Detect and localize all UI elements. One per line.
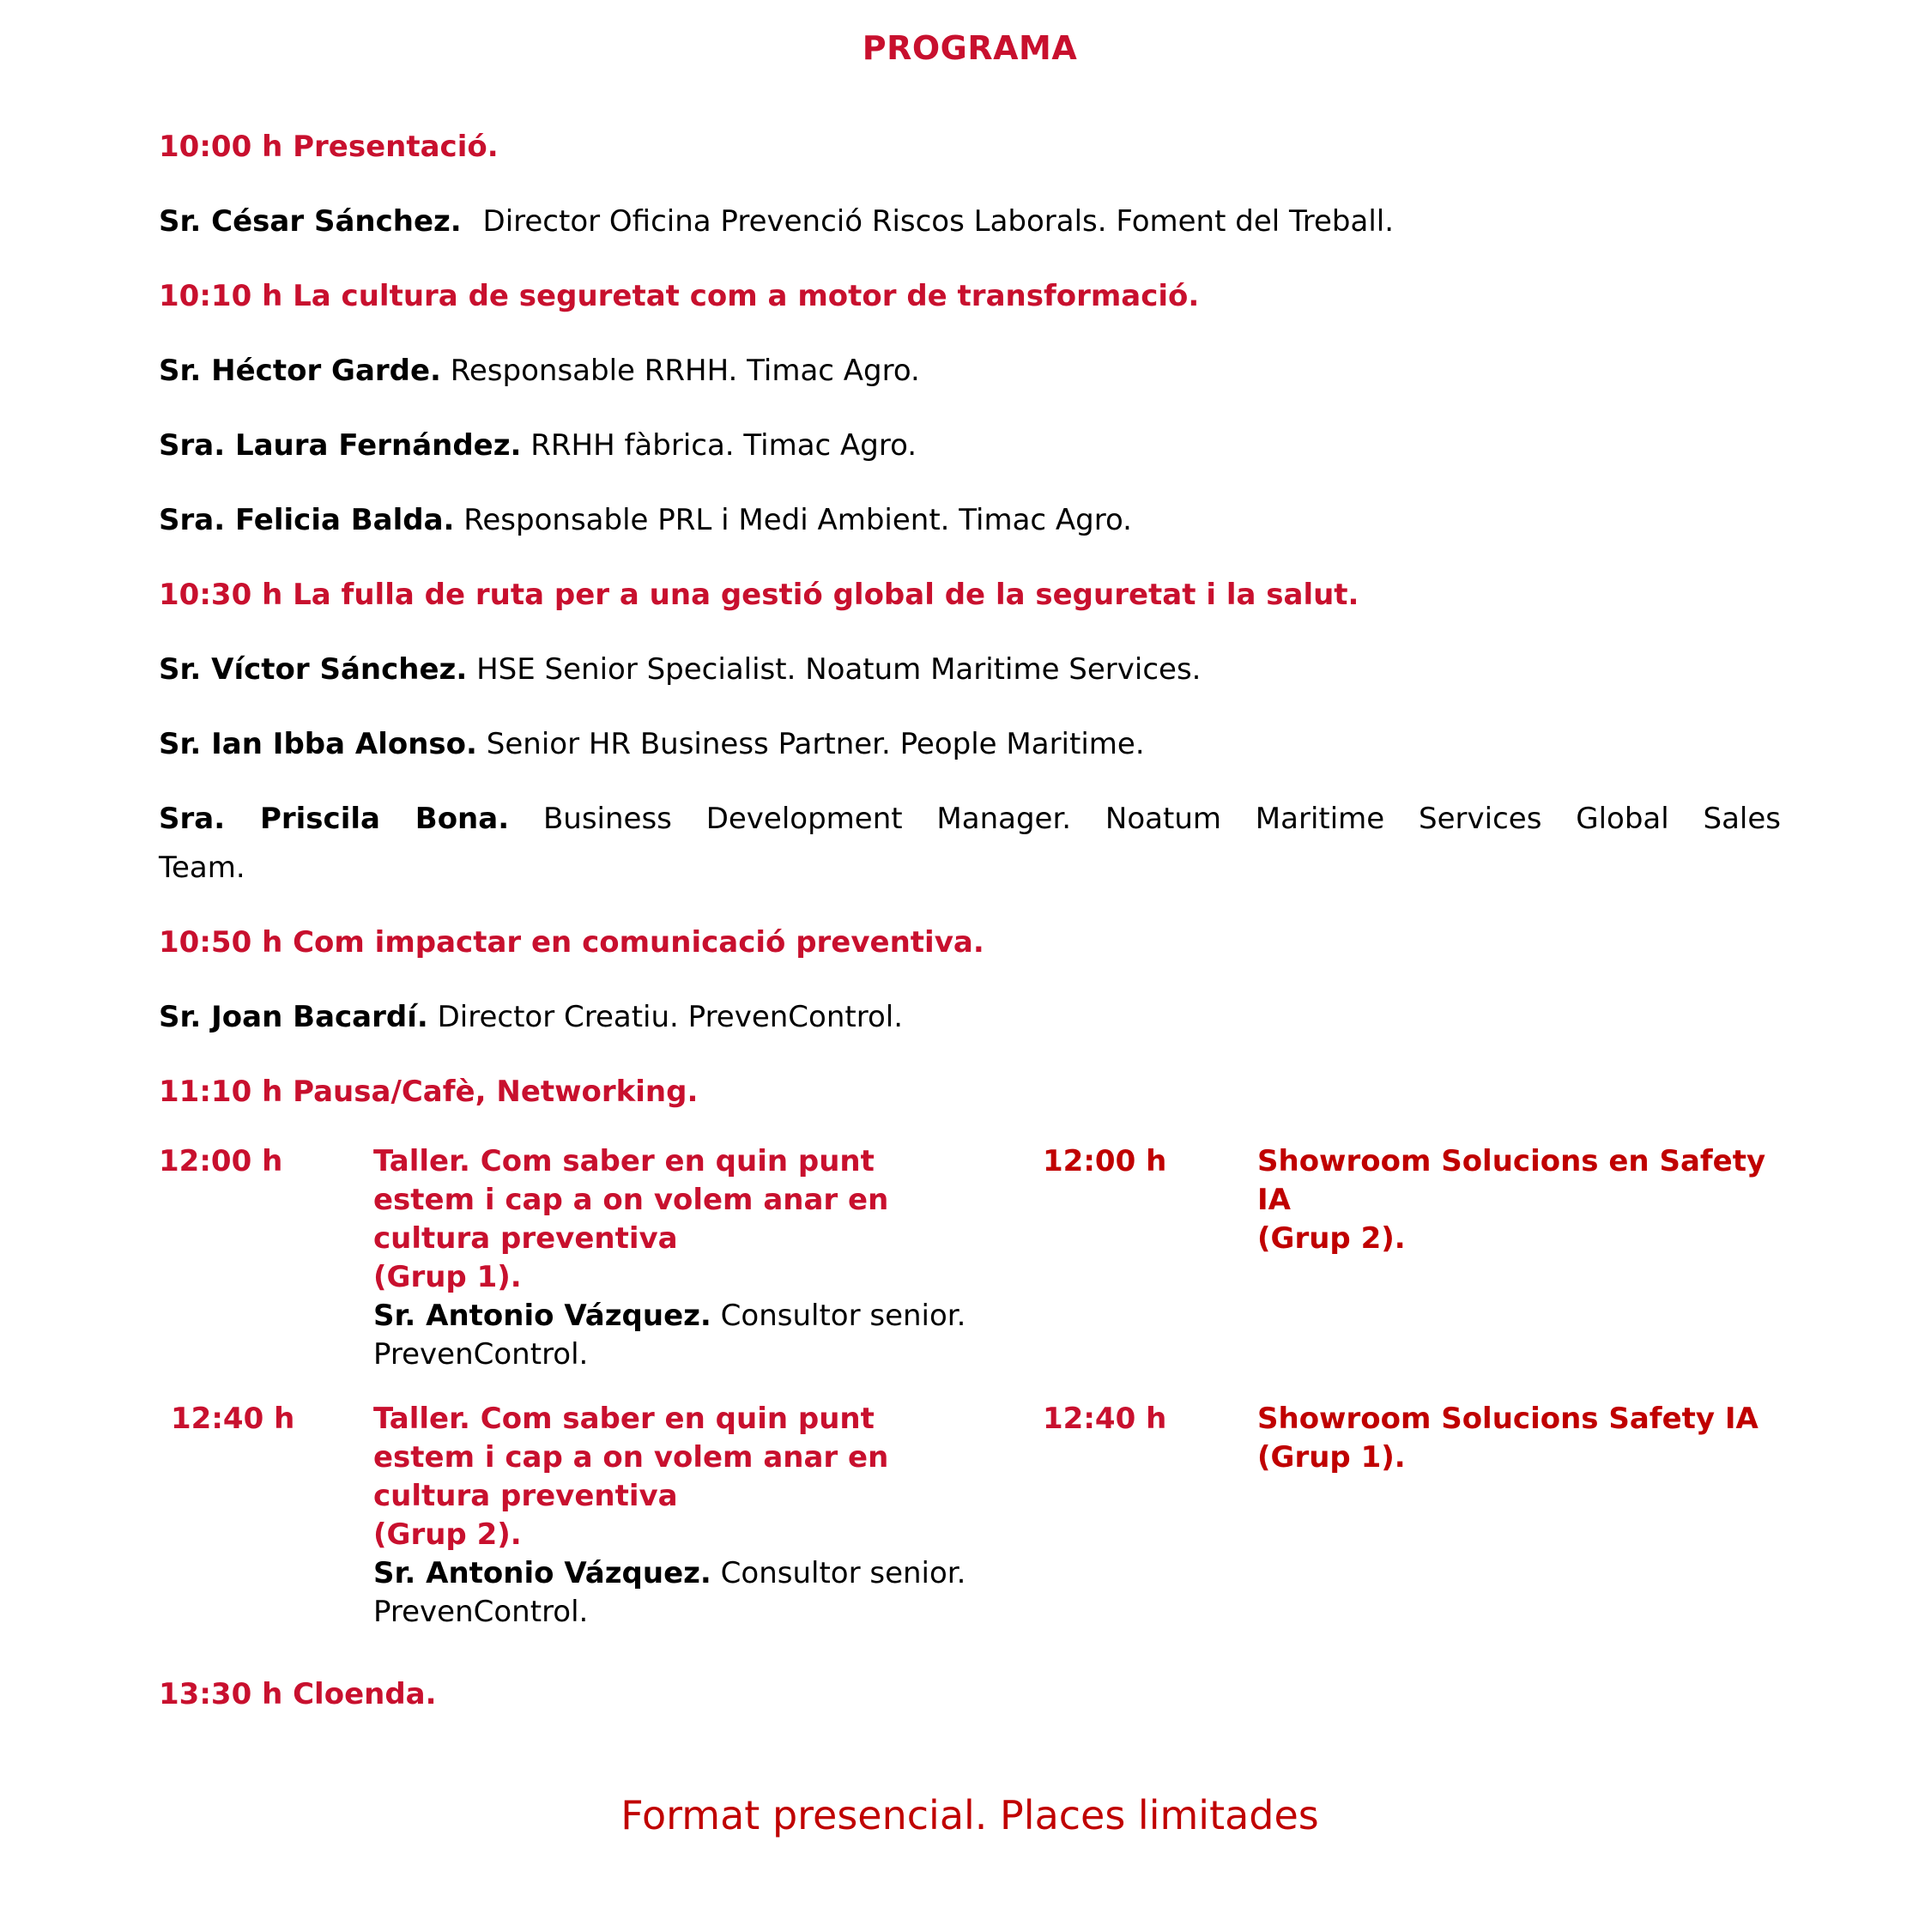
workshop-title-line: (Grup 1). xyxy=(373,1260,522,1294)
session-heading-1030: 10:30 h La fulla de ruta per a una gestió global de la seguretat i la salut. xyxy=(159,578,1359,612)
speaker-name: Sra. Laura Fernández. xyxy=(159,428,522,463)
closing-heading: 13:30 h Cloenda. xyxy=(159,1677,437,1711)
workshop-title-line: cultura preventiva xyxy=(373,1479,678,1513)
workshop-cell-right xyxy=(1257,1142,1781,1374)
speaker-name: Sr. Víctor Sánchez. xyxy=(159,652,468,687)
speaker-role: RRHH fàbrica. Timac Agro. xyxy=(530,428,917,463)
speaker-name: Sr. Joan Bacardí. xyxy=(159,1000,428,1034)
workshop-cell-left xyxy=(373,1400,970,1632)
speaker-name: Sra. Priscila Bona. xyxy=(159,802,510,836)
speaker-name: Sr. Ian Ibba Alonso. xyxy=(159,727,477,761)
speaker-name: Sr. César Sánchez. xyxy=(159,204,462,239)
workshop-title-line: Taller. Com saber en quin punt xyxy=(373,1402,875,1436)
speaker-line xyxy=(159,720,1781,769)
speaker-role: HSE Senior Specialist. Noatum Maritime Services. xyxy=(476,652,1202,687)
workshop-cell-right xyxy=(1257,1400,1781,1632)
workshop-title-line: Showroom Solucions en Safety xyxy=(1257,1144,1766,1178)
footer-note: Format presencial. Places limitades xyxy=(620,1792,1319,1838)
page-title: PROGRAMA xyxy=(862,29,1078,67)
speaker-line xyxy=(159,197,1781,246)
speaker-name: Sr. Héctor Garde. xyxy=(159,354,441,388)
workshop-title xyxy=(373,1400,970,1554)
workshop-title-line: IA xyxy=(1257,1183,1291,1217)
time-label-left: 12:40 h xyxy=(171,1402,295,1436)
grid-spacer xyxy=(970,1142,1043,1374)
workshop-cell-left xyxy=(373,1142,970,1374)
speaker-role: Responsable RRHH. Timac Agro. xyxy=(450,354,920,388)
speaker-role: Consultor senior. PrevenControl. xyxy=(373,1299,966,1372)
session-heading-1010: 10:10 h La cultura de seguretat com a motor de transformació. xyxy=(159,279,1200,313)
workshop-title-line: estem i cap a on volem anar en xyxy=(373,1183,889,1217)
speaker-role: Director Creatiu. PrevenControl. xyxy=(437,1000,904,1034)
workshop-title xyxy=(1257,1400,1781,1477)
schedule-grid xyxy=(159,1142,1781,1632)
speaker-role-continued: Team. xyxy=(159,851,245,885)
speaker-line xyxy=(373,1554,970,1632)
speaker-justified-line xyxy=(159,795,1781,844)
speaker-line xyxy=(159,421,1781,470)
workshop-title-line: estem i cap a on volem anar en xyxy=(373,1440,889,1475)
speaker-role: Director Oficina Prevenció Riscos Laborals. Foment del Treball. xyxy=(482,204,1395,239)
workshop-title xyxy=(373,1142,970,1297)
session-heading-1000: 10:00 h Presentació. xyxy=(159,130,499,164)
workshop-title-line: (Grup 2). xyxy=(373,1517,522,1552)
speaker-role: Business Development Manager. Noatum Maritime Services Global Sales xyxy=(542,802,1781,836)
time-label-left: 12:00 h xyxy=(159,1144,283,1178)
speaker-line xyxy=(159,795,1781,893)
speaker-line xyxy=(373,1297,970,1374)
speaker-line xyxy=(159,645,1781,694)
speaker-role: Responsable PRL i Medi Ambient. Timac Agro. xyxy=(463,503,1132,537)
grid-spacer xyxy=(970,1400,1043,1632)
speaker-role: Senior HR Business Partner. People Maritime. xyxy=(486,727,1145,761)
speaker-name: Sra. Felicia Balda. xyxy=(159,503,455,537)
time-label-right: 12:40 h xyxy=(1043,1402,1167,1436)
speaker-name: Sr. Antonio Vázquez. xyxy=(373,1299,711,1333)
workshop-title-line: (Grup 1). xyxy=(1257,1440,1406,1475)
workshop-title-line: Showroom Solucions Safety IA xyxy=(1257,1402,1758,1436)
speaker-role: Consultor senior. PrevenControl. xyxy=(373,1556,966,1629)
speaker-line xyxy=(159,347,1781,396)
time-label-right: 12:00 h xyxy=(1043,1144,1167,1178)
speaker-name: Sr. Antonio Vázquez. xyxy=(373,1556,711,1590)
workshop-title-line: cultura preventiva xyxy=(373,1221,678,1256)
workshop-title xyxy=(1257,1142,1781,1258)
session-heading-1050: 10:50 h Com impactar en comunicació preventiva. xyxy=(159,925,984,960)
speaker-line xyxy=(159,993,1781,1042)
workshop-title-line: (Grup 2). xyxy=(1257,1221,1406,1256)
session-heading-1110: 11:10 h Pausa/Cafè, Networking. xyxy=(159,1075,699,1109)
speaker-line xyxy=(159,496,1781,545)
workshop-title-line: Taller. Com saber en quin punt xyxy=(373,1144,875,1178)
